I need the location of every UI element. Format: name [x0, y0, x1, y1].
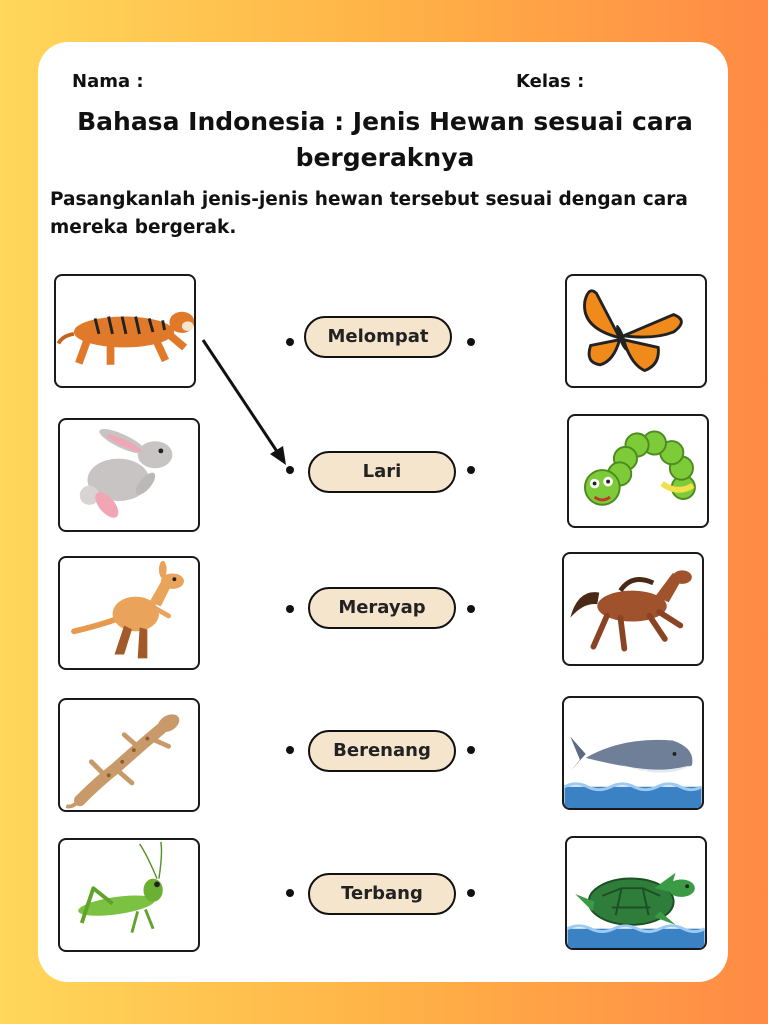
dot-left-5[interactable]: [286, 889, 294, 897]
option-lari[interactable]: Lari: [308, 451, 456, 493]
rabbit-icon: [60, 420, 198, 530]
page-title: Bahasa Indonesia : Jenis Hewan sesuai cara bergeraknya: [77, 107, 693, 172]
butterfly-card[interactable]: [565, 274, 707, 388]
caterpillar-icon: [569, 416, 707, 526]
dot-right-1[interactable]: [467, 338, 475, 346]
whale-card[interactable]: [562, 696, 704, 810]
dot-left-4[interactable]: [286, 746, 294, 754]
dot-right-2[interactable]: [467, 466, 475, 474]
horse-card[interactable]: [562, 552, 704, 666]
dot-right-4[interactable]: [467, 746, 475, 754]
caterpillar-card[interactable]: [567, 414, 709, 528]
turtle-card[interactable]: [565, 836, 707, 950]
whale-icon: [564, 698, 702, 808]
gecko-icon: [60, 700, 198, 810]
dot-left-1[interactable]: [286, 338, 294, 346]
option-melompat[interactable]: Melompat: [304, 316, 452, 358]
grasshopper-icon: [60, 840, 198, 950]
turtle-icon: [567, 838, 705, 948]
kangaroo-card[interactable]: [58, 556, 200, 670]
option-merayap[interactable]: Merayap: [308, 587, 456, 629]
dot-left-3[interactable]: [286, 605, 294, 613]
tiger-card[interactable]: [54, 274, 196, 388]
kangaroo-icon: [60, 558, 198, 668]
option-terbang[interactable]: Terbang: [308, 873, 456, 915]
option-berenang[interactable]: Berenang: [308, 730, 456, 772]
rabbit-card[interactable]: [58, 418, 200, 532]
nama-label: Nama :: [72, 71, 144, 92]
kelas-label: Kelas :: [516, 71, 585, 92]
dot-right-3[interactable]: [467, 605, 475, 613]
butterfly-icon: [567, 276, 705, 386]
horse-icon: [564, 554, 702, 664]
grasshopper-card[interactable]: [58, 838, 200, 952]
dot-right-5[interactable]: [467, 889, 475, 897]
dot-left-2[interactable]: [286, 466, 294, 474]
gecko-card[interactable]: [58, 698, 200, 812]
instruction-text: Pasangkanlah jenis-jenis hewan tersebut sesuai dengan cara mereka bergerak.: [50, 189, 688, 238]
tiger-icon: [56, 276, 194, 386]
